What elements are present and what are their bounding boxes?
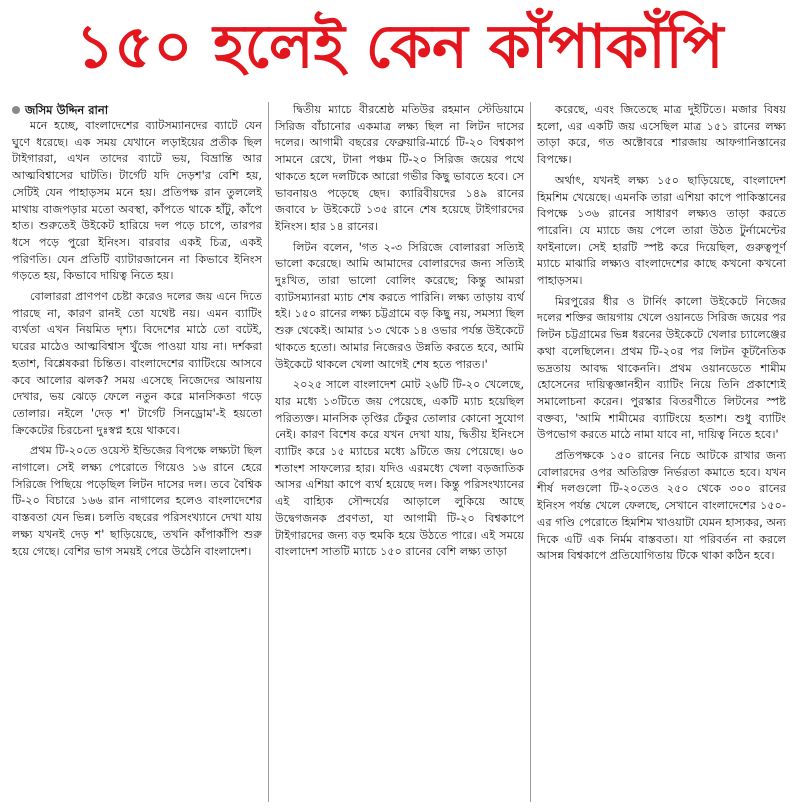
headline: ১৫০ হলেই কেন কাঁপাকাঁপি: [75, 12, 724, 82]
paragraph: প্রতিপক্ষকে ১৫০ রানের নিচে আটকে রাখার জন্য বোলারদের ওপর অতিরিক্ত নির্ভরতা কমাতে হবে। যখন শীর্ষ দলগুলো টি-২০তেও ২৫০ থেকে ৩০০ রানের ইনিংস পর্যন্ত খেলে ফেলছে, সেখানে বাংলাদেশের ১৫০-এর গণ্ডি পেরোতে হিমশিম খাওয়াটা যেমন হাস্যকর, অন্য দিকে এটি এক নির্মম বাস্তবতা। যা পরিবর্তন না করলে আসন্ন বিশ্বকাপে প্রতিযোগিতায় টিকে থাকা কঠিন হবে।: [537, 449, 786, 563]
paragraph: করেছে, এবং জিতেছে মাত্র দুইটিতে। মজার বিষয় হলো, এর একটি জয় এসেছিল মাত্র ১৫১ রানের লক্ষ্য তাড়া করে, গত অক্টোবরে শারজায় আফগানিস্তানের বিপক্ষে।: [537, 103, 786, 167]
column-3: [530, 102, 792, 802]
column-1: [6, 102, 268, 802]
paragraph: ২০২৫ সালে বাংলাদেশ মোট ২৬টি টি-২০ খেলেছে, যার মধ্যে ১৩টিতে জয় পেয়েছে, একটি ম্যাচ হয়েছিল পরিত্যক্ত। মানসিক তৃপ্তির ঢেঁকুর তোলার কোনো সুযোগ নেই। কারণ বিশেষ করে যখন দেখা যায়, দ্বিতীয় ইনিংসে ব্যাটিং করে ১৫ ম্যাচের মধ্যে ৯টিতে জয় পেয়েছে। ৬০ শতাংশ সাফল্যের হার। যদিও এরমধ্যে খেলা বড়জাতিক আসর এশিয়া কাপে ব্যর্থ হয়েছে দল। কিন্তু পরিসংখ্যানের এই বাহ্যিক সৌন্দর্যের আড়ালে লুকিয়ে আছে উদ্বেগজনক প্রবণতা, যা আগামী টি-২০ বিশ্বকাপে টাইগারদের জন্য বড় হুমকি হয়ে উঠতে পারে। এই সময়ে বাংলাদেশ সাতটি ম্যাচে ১৫০ রানের বেশি লক্ষ্য তাড়া: [275, 378, 524, 559]
byline: [12, 102, 262, 118]
paragraph: প্রথম টি-২০তে ওয়েস্ট ইন্ডিজের বিপক্ষে লক্ষ্যটা ছিল নাগালে। সেই লক্ষ্য পেরোতে গিয়েও ১৬ রানে হেরে সিরিজে পিছিয়ে পড়েছিল লিটন দাসের দল। তবে বৈশ্বিক টি-২০ বিচারে ১৬৬ রান নাগালের হলেও বাংলাদেশের বাস্তবতা যেন ভিন্ন। চলতি বছরের পরিসংখ্যানে দেখা যায় লক্ষ্য যখনই দেড় শ' ছাড়িয়েছে, তখনি কাঁপাকাঁপি শুরু হয়ে গেছে। বেশির ভাগ সময়ই পেরে উঠেনি বাংলাদেশ।: [12, 444, 262, 558]
paragraph: অর্থাৎ, যখনই লক্ষ্য ১৫০ ছাড়িয়েছে, বাংলাদেশ হিমশিম খেয়েছে। এমনকি তারা এশিয়া কাপে পাকিস্তানের বিপক্ষে ১৩৬ রানের সাধারণ লক্ষ্যও তাড়া করতে পারেনি। যে ম্যাচে জয় পেলে তারা উঠত টুর্নামেন্টের ফাইনালে। সেই হারটি স্পষ্ট করে দিয়েছিল, গুরুত্বপূর্ণ ম্যাচে মাঝারি লক্ষ্যও বাংলাদেশের কাছে কখনো কখনো পাহাড়সম।: [537, 173, 786, 288]
paragraph: মিরপুরের ধীর ও টার্নিং কালো উইকেটে নিজের দলের শক্তির জায়গায় খেলে ওয়ানডে সিরিজ জয়ের পর লিটন চট্টগ্রামের ভিন্ন ধরনের উইকেটে খেলার চ্যালেঞ্জের কথা বলেছিলেন। প্রথম টি-২০র পর লিটন কূটনৈতিক ভদ্রতায় আবদ্ধ থাকেননি। প্রথম ওয়ানডেতে শামীম হোসেনের দায়িত্বজ্ঞানহীন ব্যাটিং নিয়ে তিনি প্রকাশ্যেই সমালোচনা করেন। পুরস্কার বিতরণীতে লিটনের স্পষ্ট বক্তব্য, 'আমি শামীমের ব্যাটিংয়ে হতাশ। শুধু ব্যাটিং উপভোগ করতে মাঠে নামা যাবে না, দায়িত্ব নিতে হবে।': [537, 294, 786, 442]
paragraph: বোলাররা প্রাণপণ চেষ্টা করেও দলের জয় এনে দিতে পারছে না, কারণ রানই তো যথেষ্ট নয়। এমন ব্যাটিং ব্যর্থতা এখন নিয়মিত দৃশ্য। বিদেশের মাঠে তো বটেই, ঘরের মাঠেও আত্মবিশ্বাস খুঁজে পাওয়া যায় না। দর্শকরা হতাশ, বিশ্লেষকরা চিন্তিত। বাংলাদেশের ব্যাটিংয়ে আসবে কবে আলোর ঝলক? সময় এসেছে নিজেদের আয়নায় দেখার, ভয় ঝেড়ে ফেলে নতুন করে মানসিকতা গড়ে তোলার। নইলে 'দেড় শ' টার্গেট সিনড্রোম'-ই হয়তো ক্রিকেটের চিরচেনা দুঃস্বপ্ন হয়ে থাকবে।: [12, 290, 262, 437]
article-body: [6, 102, 793, 802]
paragraph: লিটন বলেন, 'গত ২-৩ সিরিজে বোলাররা সত্যিই ভালো করেছে। আমি আমাদের বোলারদের জন্য সত্যিই দুঃখিত, তারা ভালো বোলিং করেছে; কিন্তু আমরা ব্যাটসম্যানরা ম্যাচ শেষ করতে পারিনি। লক্ষ্য তাড়ায় ব্যর্থ হই। ১৫০ রানের লক্ষ্য চট্টগ্রামে বড় কিছু নয়, সমস্যা ছিল শুরু থেকেই। আমার ১৩ থেকে ১৪ ওভার পর্যন্ত উইকেটে থাকতে হতো। আমার নিজেরও উন্নতি করতে হবে, আমি উইকেটে থাকলে খেলা আগেই শেষ হতে পারত।': [275, 240, 524, 371]
bullet-icon: [12, 106, 20, 114]
paragraph: দ্বিতীয় ম্যাচে বীরশ্রেষ্ঠ মতিউর রহমান স্টেডিয়ামে সিরিজ বাঁচানোর একমাত্র লক্ষ্য ছিল না লিটন দাসের দলের। আগামী বছরের ফেব্রুয়ারি-মার্চে টি-২০ বিশ্বকাপ সামনে রেখে, টানা পঞ্চম টি-২০ সিরিজ জয়ের পথে থাকতে হলে দলটিকে আরো গভীর কিছু ভাবতে হবে। সে ভাবনায়ও পড়েছে ছেদ। ক্যারিবীয়দের ১৪৯ রানের জবাবে ৮ উইকেটে ১৩৫ রানে শেষ হয়েছে টাইগারদের ইনিংস। হার ১৪ রানের।: [275, 103, 524, 233]
author-name: জসিম উদ্দিন রানা: [25, 103, 109, 117]
paragraph: মনে হচ্ছে, বাংলাদেশের ব্যাটসম্যানদের ব্যাটে যেন ঘুণে ধরেছে। এক সময় যেখানে লড়াইয়ের প্রতীক ছিল টাইগাররা, এখন তাদের ব্যাটে ভয়, বিভ্রান্তি আর আত্মবিশ্বাসের ঘাটতি। টার্গেট যদি দেড়শ'র বেশি হয়, সেটিই যেন পাহাড়সম মনে হয়। প্রতিপক্ষ রান তুললেই মাথায় বাজপড়ার মতো অবস্থা, কাঁপতে থাকে হাঁটু, কাঁপে হাত। শুরুতেই উইকেট হারিয়ে দল পড়ে চাপে, তারপর ধসে পড়ে পুরো ইনিংস। বারবার একই চিত্র, একই পরিণতি। যেন প্রতিটি ব্যাটারজানেন না কিভাবে ইনিংস গড়তে হয়, কিভাবে দায়িত্ব নিতে হয়।: [12, 119, 262, 283]
column-2: [268, 102, 530, 802]
